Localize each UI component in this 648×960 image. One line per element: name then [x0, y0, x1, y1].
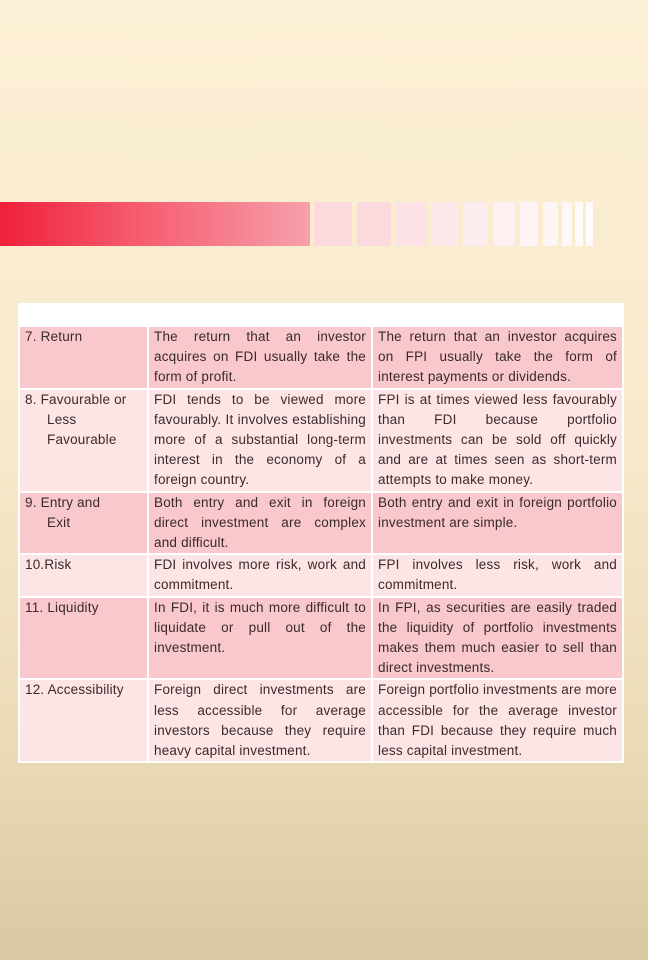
fdi-cell: Both entry and exit in foreign direct investment are complex and difficult.	[148, 492, 372, 555]
banner-block	[520, 202, 538, 246]
row-label-line: 10.Risk	[25, 557, 72, 573]
comparison-table	[18, 303, 624, 763]
table-row	[19, 492, 623, 555]
banner-block	[493, 202, 515, 246]
row-label-line: 8. Favourable or	[25, 391, 127, 407]
banner-block	[575, 202, 583, 246]
row-label-line: 11. Liquidity	[25, 599, 99, 615]
fpi-cell: Both entry and exit in foreign portfolio investment are simple.	[372, 492, 623, 555]
row-label-line: Favourable	[47, 432, 117, 448]
banner-block	[431, 202, 458, 246]
banner-block	[543, 202, 558, 246]
row-label-line: 9. Entry and	[25, 494, 101, 510]
table-row	[19, 554, 623, 596]
row-label-line: 7. Return	[25, 329, 83, 344]
row-label-cell	[19, 679, 148, 762]
banner-block	[357, 202, 391, 246]
fdi-cell: In FDI, it is much more difficult to liquidate or pull out of the investment.	[148, 597, 372, 680]
banner-block	[396, 202, 426, 246]
table-row	[19, 389, 623, 492]
fpi-cell: In FPI, as securities are easily traded the liquidity of portfolio investments makes them much easier to sell than direct investments.	[372, 597, 623, 680]
decorative-banner	[0, 202, 600, 246]
table-row	[19, 326, 623, 389]
row-label-cell	[19, 389, 148, 492]
row-label-cell	[19, 492, 148, 555]
banner-block	[314, 202, 352, 246]
fdi-cell: FDI involves more risk, work and commitment.	[148, 554, 372, 596]
fpi-cell: The return that an investor acquires on FPI usually take the form of interest payments or dividends.	[372, 326, 623, 389]
comparison-table-body	[18, 325, 624, 763]
banner-gradient-bar	[0, 202, 310, 246]
table-header-strip	[18, 303, 624, 325]
fpi-cell: FPI involves less risk, work and commitment.	[372, 554, 623, 596]
fpi-cell: FPI is at times viewed less favourably than FDI because portfolio investments can be sold off quickly and are at times seen as short-term attempts to make money.	[372, 389, 623, 492]
fdi-cell: Foreign direct investments are less accessible for average investors because they require heavy capital investment.	[148, 679, 372, 762]
fdi-cell: The return that an investor acquires on FDI usually take the form of profit.	[148, 326, 372, 389]
row-label-cell	[19, 597, 148, 680]
row-label-line: Exit	[47, 514, 71, 530]
row-label-line: 12. Accessibility	[25, 682, 124, 698]
row-label-cell	[19, 554, 148, 596]
table-row	[19, 597, 623, 680]
banner-block	[463, 202, 488, 246]
banner-block	[562, 202, 572, 246]
table-row	[19, 679, 623, 762]
row-label-cell	[19, 326, 148, 389]
row-label-line: Less	[47, 411, 77, 427]
banner-block	[586, 202, 593, 246]
fdi-cell: FDI tends to be viewed more favourably. It involves establishing more of a substantial long-term interest in the economy of a foreign country.	[148, 389, 372, 492]
fpi-cell: Foreign portfolio investments are more accessible for the average investor than FDI because they require much less capital investment.	[372, 679, 623, 762]
